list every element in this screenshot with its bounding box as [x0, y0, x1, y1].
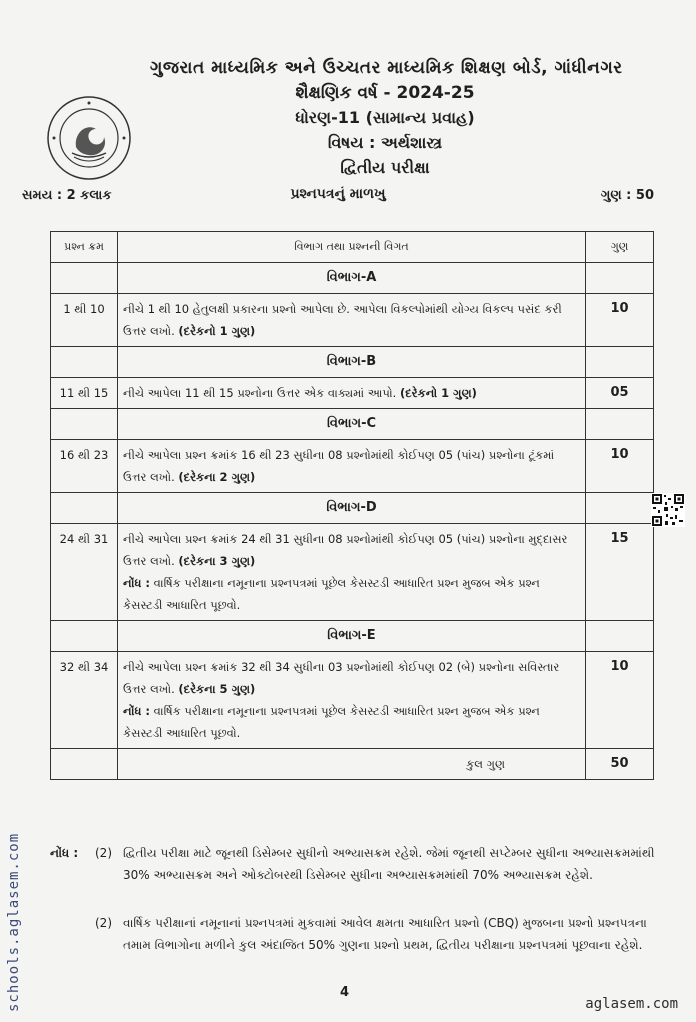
marks-label: ગુણ : 50 [600, 188, 654, 203]
table-row [51, 440, 654, 493]
note-text: દ્વિતીય પરીક્ષા માટે જૂનથી ડિસેમ્બર સુધીનો અભ્યાસક્રમ રહેશે. જેમાં જૂનથી સપ્ટેમ્બર સુધીના અભ્યાસક્રમમાંથી 30% અભ્યાસક્રમ અને ઓક્ટોબરથી ડિસેમ્બર સુધીના અભ્યાસક્રમમાંથી 70% અભ્યાસક્રમ રહેશે. [123, 846, 655, 882]
table-row [51, 652, 654, 749]
subject: વિષય : અર્થશાસ્ત્ર [327, 133, 443, 152]
question-range: 16 થી 23 [51, 440, 118, 493]
section-row [51, 621, 654, 652]
note-item [95, 842, 655, 886]
note-number: (2) [95, 846, 112, 860]
question-range: 11 થી 15 [51, 378, 118, 409]
notes-label: નોંધ : [50, 846, 79, 860]
section-row [51, 263, 654, 294]
question-range: 1 થી 10 [51, 294, 118, 347]
column-header: ગુણ [586, 232, 654, 263]
total-row [51, 749, 654, 780]
academic-year: શૈક્ષણિક વર્ષ - 2024-25 [295, 83, 475, 103]
detail-text: નીચે 1 થી 10 હેતુલક્ષી પ્રકારના પ્રશ્નો આપેલા છે. આપેલા વિકલ્પોમાંથી યોગ્ય વિકલ્પ પસંદ કરી ઉત્તર લખો. [123, 302, 562, 338]
board-seal-logo [46, 95, 132, 181]
note-label: નોંધ : [123, 704, 150, 718]
section-marks: 15 [586, 524, 654, 621]
section-detail [118, 652, 586, 749]
marks-each: (દરેકનો 1 ગુણ) [178, 324, 256, 338]
note-text: વાર્ષિક પરીક્ષાનાં નમૂનાનાં પ્રશ્નપત્રમાં મુકવામાં આવેલ ક્ષમતા આધારિત પ્રશ્નો (CBQ) મુજબના પ્રશ્નો પ્રશ્નપત્રના તમામ વિભાગોના મળીને કુલ અંદાજિત 50% ગુણના પ્રશ્નો પ્રથમ, દ્વિતીય પરીક્ષાના પ્રશ્નપત્રમાં પૂછવાના રહેશે. [123, 916, 647, 952]
section-marks: 10 [586, 652, 654, 749]
section-detail [118, 294, 586, 347]
column-header: વિભાગ તથા પ્રશ્નની વિગત [118, 232, 586, 263]
section-row [51, 493, 654, 524]
qr-code-icon [651, 493, 685, 527]
table-row [51, 524, 654, 621]
section-marks: 10 [586, 294, 654, 347]
note-text: વાર્ષિક પરીક્ષાના નમૂનાના પ્રશ્નપત્રમાં પૂછેલ કેસસ્ટડી આધારિત પ્રશ્ન મુજબ એક પ્રશ્ન કેસસ્ટડી આધારિત પૂછવો. [123, 576, 540, 612]
exam-name: દ્વિતીય પરીક્ષા [340, 158, 430, 177]
column-header: પ્રશ્ન ક્રમ [51, 232, 118, 263]
note-label: નોંધ : [123, 576, 150, 590]
marks-each: (દરેકના 3 ગુણ) [178, 554, 256, 568]
side-watermark: schools.aglasem.com [6, 832, 22, 1012]
section-title: વિભાગ-A [118, 263, 586, 294]
note-number: (2) [95, 916, 112, 930]
table-header-row [51, 232, 654, 263]
section-title: વિભાગ-B [118, 347, 586, 378]
section-detail [118, 378, 586, 409]
section-detail [118, 440, 586, 493]
total-marks: 50 [586, 749, 654, 780]
page-number: 4 [340, 985, 350, 1000]
marks-each: (દરેકના 5 ગુણ) [178, 682, 256, 696]
section-title: વિભાગ-C [118, 409, 586, 440]
section-marks: 10 [586, 440, 654, 493]
question-range: 24 થી 31 [51, 524, 118, 621]
section-title: વિભાગ-E [118, 621, 586, 652]
note-item [95, 912, 655, 956]
detail-text: નીચે આપેલા પ્રશ્ન ક્રમાંક 32 થી 34 સુધીના 03 પ્રશ્નોમાંથી કોઈપણ 02 (બે) પ્રશ્નોના સવિસ્તાર ઉત્તર લખો. [123, 660, 560, 696]
question-range: 32 થી 34 [51, 652, 118, 749]
table-row [51, 294, 654, 347]
total-label: કુલ ગુણ [118, 749, 586, 780]
detail-text: નીચે આપેલા 11 થી 15 પ્રશ્નોના ઉત્તર એક વાક્યમાં આપો. [123, 386, 397, 400]
note-text: વાર્ષિક પરીક્ષાના નમૂનાના પ્રશ્નપત્રમાં પૂછેલ કેસસ્ટડી આધારિત પ્રશ્ન મુજબ એક પ્રશ્ન કેસસ્ટડી આધારિત પૂછવો. [123, 704, 540, 740]
section-detail [118, 524, 586, 621]
section-row [51, 347, 654, 378]
table-row [51, 378, 654, 409]
bottom-watermark: aglasem.com [585, 996, 678, 1012]
time-label: સમય : 2 કલાક [22, 188, 112, 203]
meta-row [22, 186, 654, 208]
marks-each: (દરેકનો 1 ગુણ) [399, 386, 477, 400]
standard: ધોરણ-11 (સામાન્ય પ્રવાહ) [295, 108, 475, 127]
board-title: ગુજરાત માધ્યમિક અને ઉચ્ચતર માધ્યમિક શિક્ષણ બોર્ડ, ગાંધીનગર [150, 58, 623, 78]
detail-text: નીચે આપેલા પ્રશ્ન ક્રમાંક 16 થી 23 સુધીના 08 પ્રશ્નોમાંથી કોઈપણ 05 (પાંચ) પ્રશ્નોના ટૂંકમાં ઉત્તર લખો. [123, 448, 555, 484]
section-row [51, 409, 654, 440]
marks-each: (દરેકના 2 ગુણ) [178, 470, 256, 484]
section-marks: 05 [586, 378, 654, 409]
blueprint-table [50, 231, 654, 780]
structure-title: પ્રશ્નપત્રનું માળખુ [290, 186, 386, 202]
section-title: વિભાગ-D [118, 493, 586, 524]
detail-text: નીચે આપેલા પ્રશ્ન ક્રમાંક 24 થી 31 સુધીના 08 પ્રશ્નોમાંથી કોઈપણ 05 (પાંચ) પ્રશ્નોના મુદ્દાસર ઉત્તર લખો. [123, 532, 568, 568]
